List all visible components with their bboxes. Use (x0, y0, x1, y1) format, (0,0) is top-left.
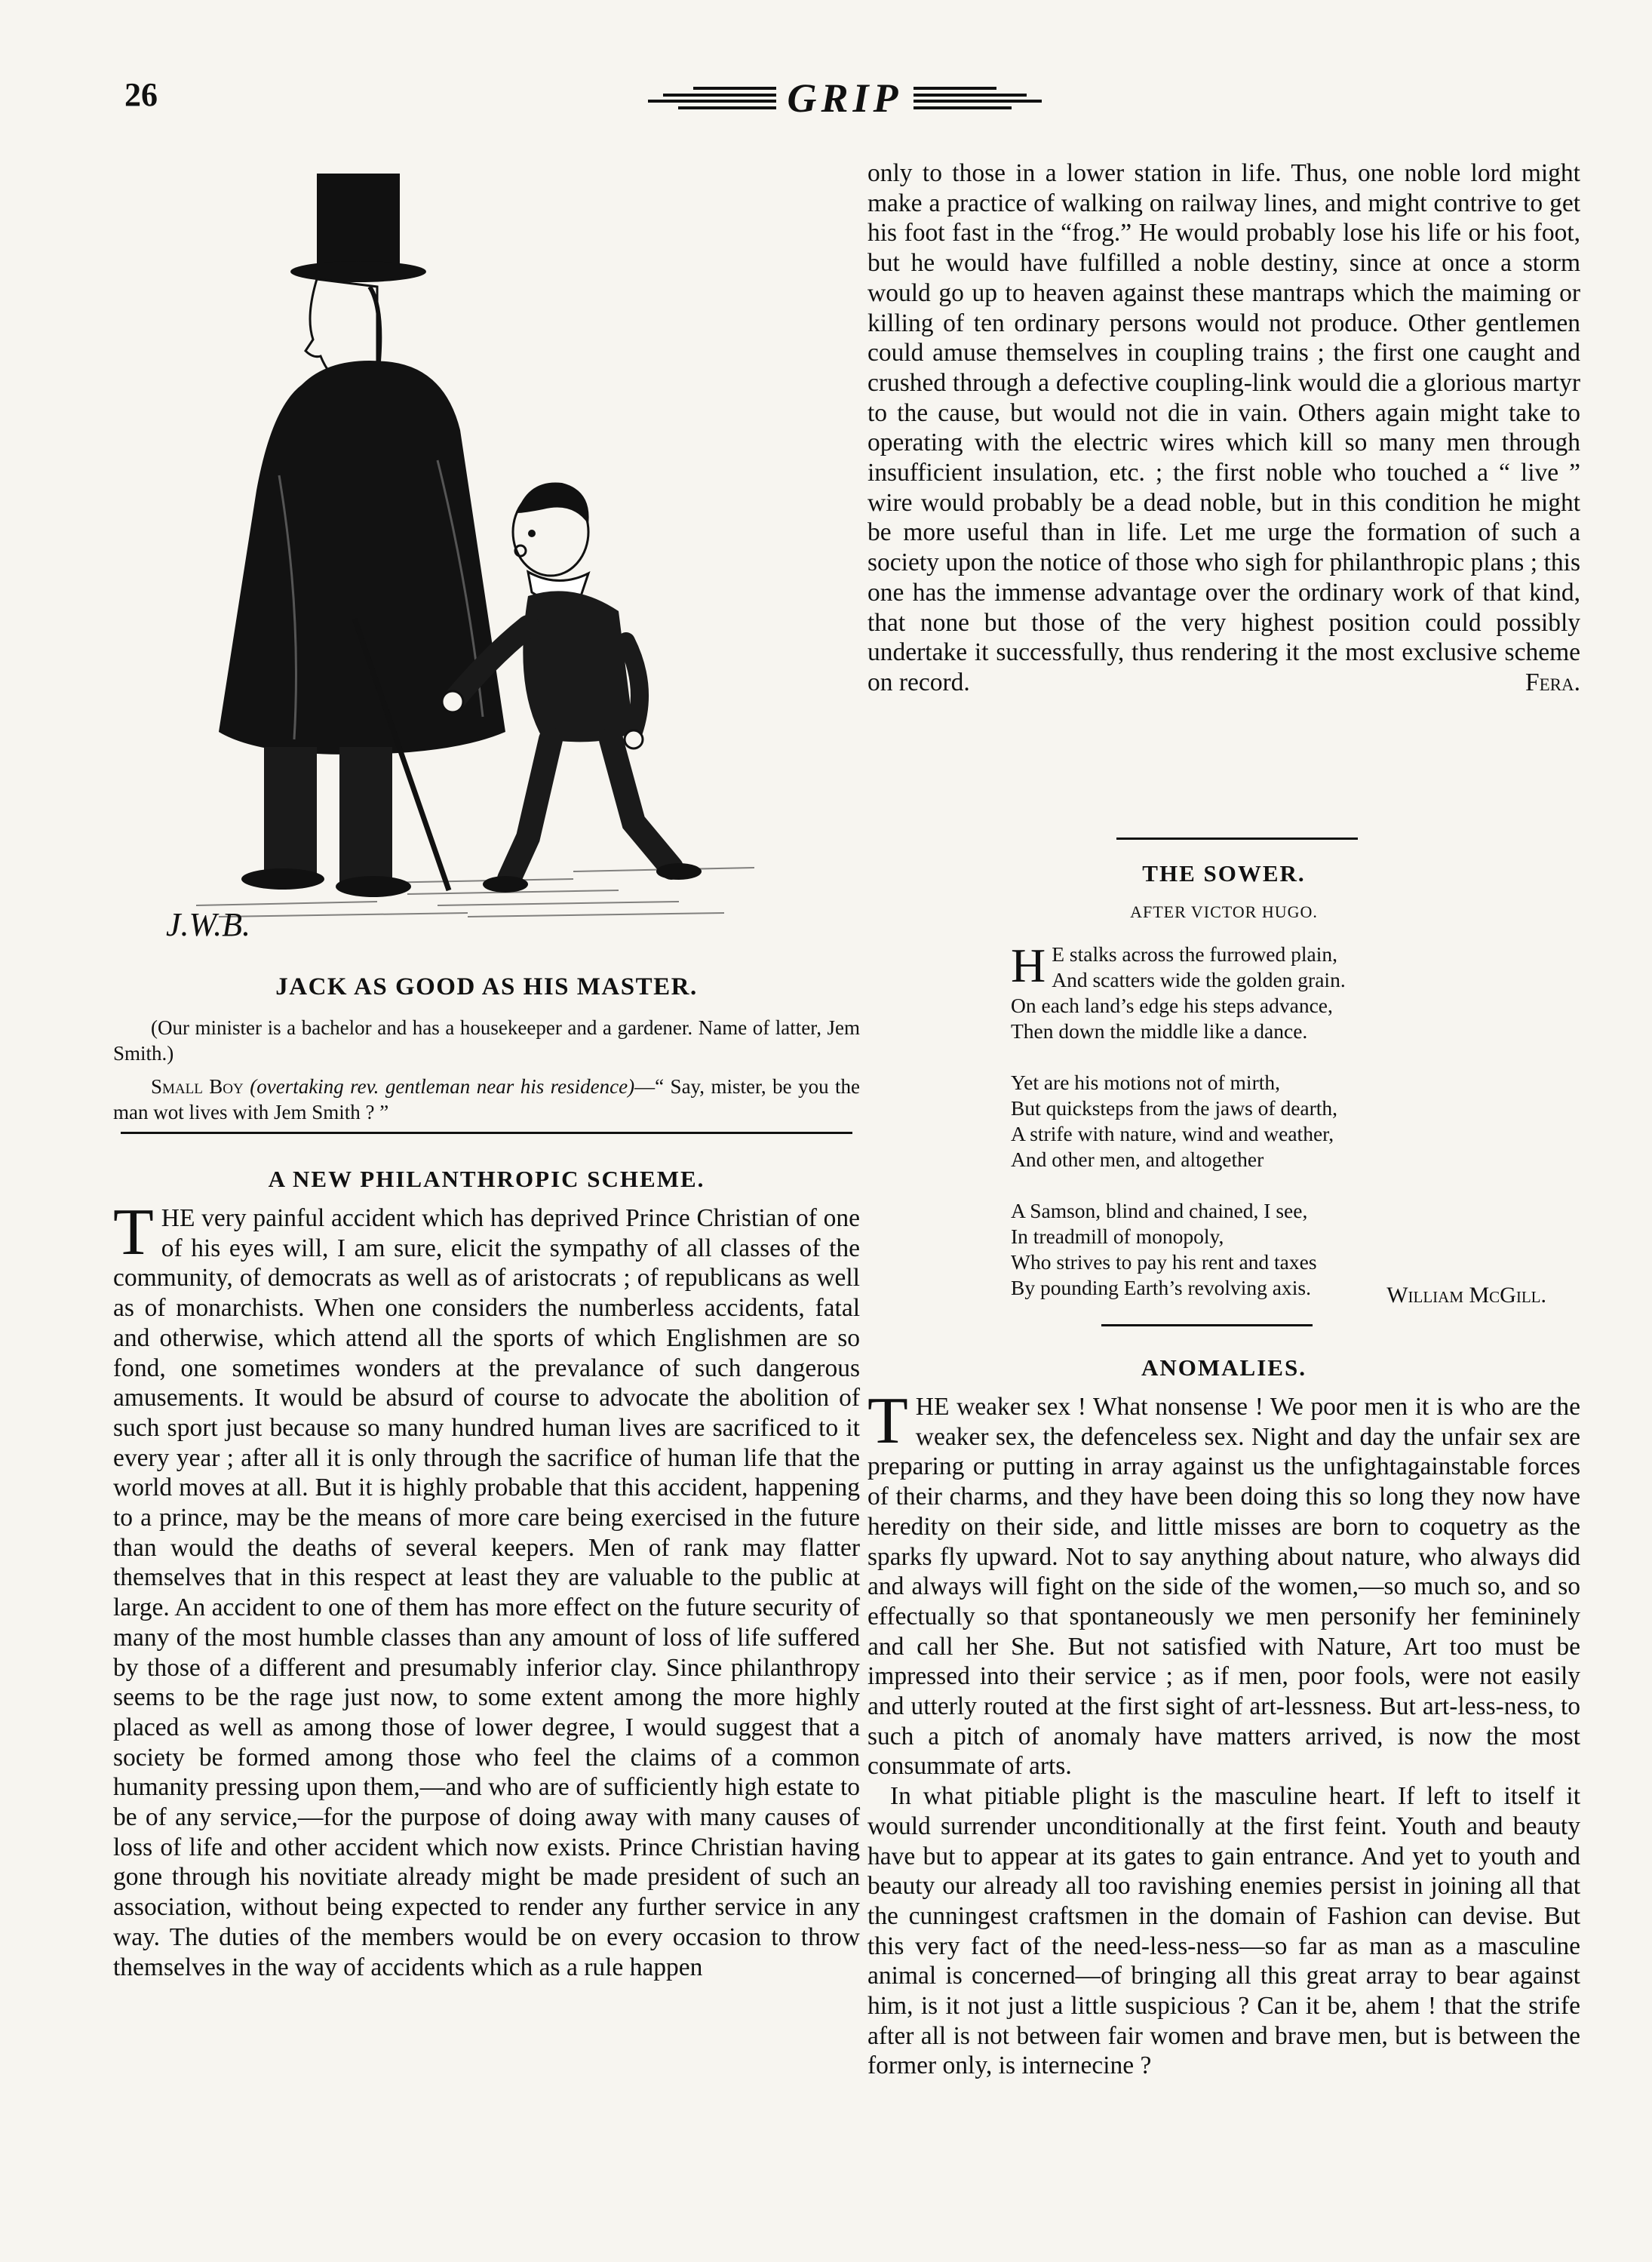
poem-line: A Samson, blind and chained, I see, (1011, 1199, 1308, 1222)
anomalies-title: ANOMALIES. (1141, 1354, 1307, 1381)
cartoon-caption (113, 1015, 860, 1133)
anomalies-drop-cap: T (867, 1385, 908, 1458)
divider-philanthropic (1116, 837, 1358, 840)
masthead-rule-right (914, 87, 1042, 109)
illustration-signature: J.W.B. (166, 906, 251, 943)
poem-line: E stalks across the furrowed plain, (1052, 942, 1338, 966)
anomalies-paragraph-2: In what pitiable plight is the masculine heart. If left to itself it would surrender unconditionally at the first feint. Youth and beauty have but to appear at its gates to gain entrance. And yet to youth and beauty our already all too ravishing enemies persist in joining all that the cunningest craftsmen in the domain of Fashion can devise. But this very fact of the need-less-ness—so far as man as a masculine animal is concerned—of bringing all this great array to bear against him, is it not just a little suspicious ? Can it be, ahem ! that the strife after all is not between fair women and brave men, but is between the former only, is internecine ? (867, 1782, 1580, 2080)
masthead-title: GRIP (787, 75, 903, 121)
poem-line: A strife with nature, wind and weather, (1011, 1122, 1334, 1145)
philanthropic-signature: Fera. (1525, 668, 1580, 696)
sower-title: THE SOWER. (1142, 860, 1306, 887)
cartoon-speaker: Small Boy (151, 1075, 244, 1098)
poem-line: On each land’s edge his steps advance, (1011, 994, 1333, 1017)
poem-line: And scatters wide the golden grain. (1052, 968, 1346, 991)
anomalies-body (867, 1385, 1580, 2081)
divider-sower (1101, 1324, 1313, 1326)
sower-author: William McGill. (1386, 1283, 1546, 1308)
divider-cartoon (121, 1132, 852, 1134)
cartoon-dialogue (113, 1074, 860, 1125)
page-number: 26 (124, 76, 158, 113)
cartoon-note: (Our minister is a bachelor and has a housekeeper and a gardener. Name of latter, Jem Smith.) (113, 1016, 860, 1065)
philanthropic-text-right: only to those in a lower station in life. Thus, one noble lord might make a practice of walking on railway lines, and might contrive to get his foot fast in the “frog.” He would probably lose his life or his foot, but he would have fulfilled a noble destiny, since at once a storm would go up to heaven against these mantraps which the maiming or killing of ten ordinary persons would not produce. Other gentlemen could amuse themselves in coupling trains ; the first one caught and crushed through a defective coupling-link would die a glorious martyr to the cause, but would not die in vain. Others again might take to operating with the electric wires which kill so many men through insufficient insulation, etc. ; the first noble who touched a “ live ” wire would probably be a dead noble, but in this condition he might be more useful than in life. Let me urge the formation of such a society upon the notice of those who sigh for philanthropic plans ; this one has the immense advantage over the ordinary work of that kind, that none but those of the very highest position could possibly undertake it successfully, thus rendering it the most exclusive scheme on record. (867, 159, 1580, 696)
cartoon-speech: —“ Say, mister, be you the man wot lives with Jem Smith ? ” (113, 1075, 861, 1123)
philanthropic-body-right (867, 158, 1580, 697)
philanthropic-body-left (113, 1196, 860, 1982)
masthead (619, 75, 1071, 121)
philanthropic-drop-cap: T (113, 1196, 154, 1269)
cartoon-title: JACK AS GOOD AS HIS MASTER. (275, 973, 698, 1000)
sower-stanza (1011, 1070, 1539, 1172)
sower-stanza (1011, 939, 1539, 1044)
sower-poem (1011, 939, 1539, 1301)
poem-line: By pounding Earth’s revolving axis. (1011, 1276, 1311, 1299)
poem-line: Yet are his motions not of mirth, (1011, 1071, 1280, 1094)
masthead-rule-left (648, 87, 776, 109)
anomalies-paragraph-1: HE weaker sex ! What nonsense ! We poor men it is who are the weaker sex, the defenceless sex. Night and day the unfair sex are preparing or putting in array against us the unfightagainstable forces of their charms, and they have been doing this so long they now have heredity on their side, and little misses are born to coquetry as the sparks fly upward. Not to say anything about nature, who always did and always will fight on the side of the women,—so much so, and so effectually so that spontaneously we men personify her femininely and call her She. But not satisfied with Nature, Art too must be impressed into their service ; as if men, poor fools, were not easily and utterly routed at the first sight of art-lessness. But art-less-ness, to such a pitch of anomaly have matters arrived, is now the most consummate of arts. (867, 1393, 1580, 1781)
sower-drop-cap: H (1011, 939, 1046, 992)
philanthropic-text-left: HE very painful accident which has deprived Prince Christian of one of his eyes will, I am sure, elicit the sympathy of all classes of the community, of democrats as well as of aristocrats ; of republicans as well as of monarchists. When one considers the numberless accidents, fatal and otherwise, which attend all the sports of which Englishmen are so fond, one sometimes wonders at the prevalance of such dangerous amusements. It would be absurd of course to advocate the abolition of such sport just because so many hundred human lives are sacrificed to it every year ; after all it is only through the sacrifice of human life that the world moves at all. But it is highly probable that this accident, happening to a prince, may be the means of more care being exercised in the future than would the deaths of several keepers. Men of rank may flatter themselves that in this respect at least they are valuable to the public at large. An accident to one of them has more effect on the future security of many of the most humble classes than any amount of loss of life suffered by those of a different and presumably inferior clay. Since philanthropy seems to be the rage just now, to some extent among the more highly placed as well as among those of lower degree, I would suggest that a society be formed among those who feel the claims of a common humanity pressing upon them,—and who are of sufficiently high estate to be of any service,—for the purpose of doing away with many causes of loss of life and other accident which now exists. Prince Christian having gone through his novitiate already might be made president of such an association, without being expected to render any further service in any way. The duties of the members would be on every occasion to throw themselves in the way of accidents which as a rule happen (113, 1204, 860, 1981)
poem-line: Who strives to pay his rent and taxes (1011, 1250, 1317, 1274)
cartoon-stage-direction: (overtaking rev. gentleman near his residence) (250, 1075, 635, 1098)
philanthropic-title: A NEW PHILANTHROPIC SCHEME. (268, 1166, 705, 1192)
poem-line: Then down the middle like a dance. (1011, 1019, 1308, 1043)
cartoon-illustration (151, 158, 807, 951)
poem-line: And other men, and altogether (1011, 1148, 1264, 1171)
poem-line: But quicksteps from the jaws of dearth, (1011, 1096, 1338, 1120)
sower-subtitle: AFTER VICTOR HUGO. (1130, 902, 1318, 921)
poem-line: In treadmill of monopoly, (1011, 1225, 1224, 1248)
